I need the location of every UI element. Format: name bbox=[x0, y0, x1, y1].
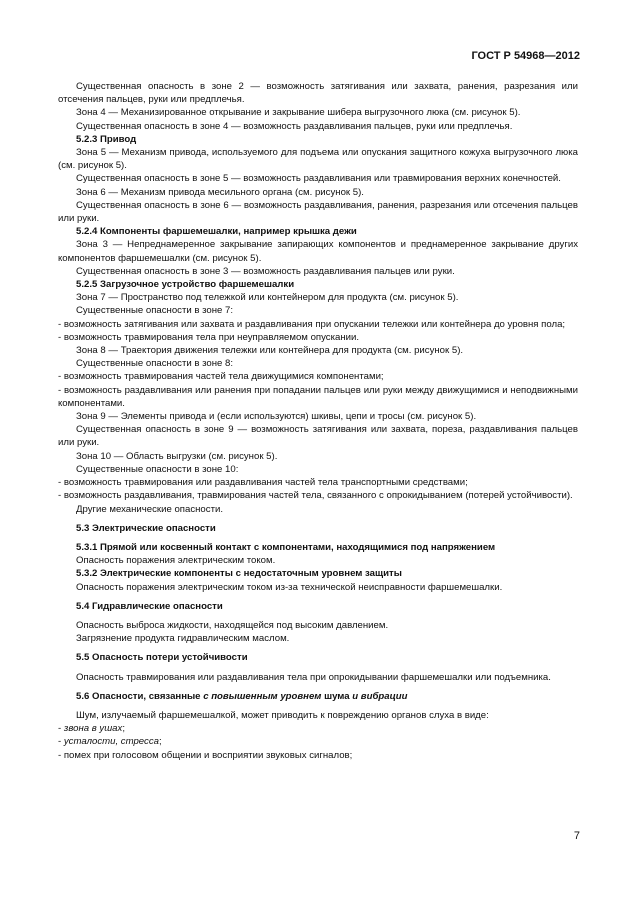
paragraph: Существенная опасность в зоне 2 — возможность затягивания или захвата, ранения, разрезания или отсечения пальцев, руки или предплечья. bbox=[58, 81, 578, 106]
heading-part-italic: с повышенным уровнем bbox=[200, 690, 322, 702]
subsection-heading: 5.2.5 Загрузочное устройство фаршемешалки bbox=[76, 279, 295, 291]
section-heading: 5.5 Опасность потери устойчивости bbox=[76, 652, 248, 664]
paragraph: Зона 9 — Элементы привода и (если используются) шкивы, цепи и тросы (см. рисунок 5). bbox=[76, 411, 477, 423]
paragraph: Опасность выброса жидкости, находящейся под высоким давлением. bbox=[76, 619, 389, 631]
list-item: - возможность травмирования частей тела движущимися компонентами; bbox=[58, 371, 384, 383]
subsection-heading: 5.3.1 Прямой или косвенный контакт с компонентами, находящимися под напряжением bbox=[76, 541, 496, 553]
section-heading: 5.4 Гидравлические опасности bbox=[76, 600, 223, 612]
list-item: - возможность затягивания или захвата и раздавливания при опускании тележки или контейнера до уровня пола; bbox=[58, 318, 566, 330]
heading-part: шума bbox=[321, 690, 350, 702]
paragraph: Зона 8 — Траектория движения тележки или контейнера для продукта (см. рисунок 5). bbox=[76, 345, 464, 357]
subsection-heading: 5.3.2 Электрические компоненты с недостаточным уровнем защиты bbox=[76, 568, 402, 580]
list-punct: ; bbox=[158, 736, 162, 748]
list-item-italic: звона в ушах bbox=[63, 723, 123, 735]
paragraph: Зона 10 — Область выгрузки (см. рисунок 5). bbox=[76, 450, 278, 462]
paragraph: Загрязнение продукта гидравлическим маслом. bbox=[76, 633, 290, 645]
subsection-heading: 5.2.4 Компоненты фаршемешалки, например крышка дежи bbox=[76, 226, 357, 238]
paragraph: Зона 7 — Пространство под тележкой или контейнером для продукта (см. рисунок 5). bbox=[76, 292, 459, 304]
list-item: - возможность травмирования тела при неуправляемом опускании. bbox=[58, 331, 360, 343]
paragraph: Опасность поражения электрическим током. bbox=[76, 555, 276, 567]
paragraph: Существенные опасности в зоне 8: bbox=[76, 358, 234, 370]
paragraph: Существенная опасность в зоне 3 — возможность раздавливания пальцев или руки. bbox=[76, 265, 455, 277]
list-item: - возможность травмирования или раздавливания частей тела транспортными средствами; bbox=[58, 477, 468, 489]
heading-part-italic: и вибрации bbox=[349, 690, 408, 702]
paragraph: Существенная опасность в зоне 4 — возможность раздавливания пальцев, руки или предплечья. bbox=[76, 120, 513, 132]
paragraph: Зона 4 — Механизированное открывание и закрывание шибера выгрузочного люка (см. рисунок 5). bbox=[76, 107, 521, 119]
list-item: - возможность раздавливания, травмирования частей тела, связанного с опрокидыванием (потерей устойчивости). bbox=[58, 490, 573, 502]
page-number: 7 bbox=[573, 830, 580, 842]
paragraph: Зона 6 — Механизм привода месильного органа (см. рисунок 5). bbox=[76, 186, 364, 198]
list-item: - возможность раздавливания или ранения при попадании пальцев или руки между движущимися и неподвижными компонентами. bbox=[58, 384, 578, 409]
document-body bbox=[58, 80, 578, 762]
paragraph: Опасность травмирования или раздавливания тела при опрокидывании фаршемешалки или подъемника. bbox=[76, 671, 551, 683]
list-item bbox=[58, 735, 578, 748]
list-item: - помех при голосовом общении и восприятии звуковых сигналов; bbox=[58, 749, 353, 761]
paragraph: Существенная опасность в зоне 5 — возможность раздавливания или травмирования верхних конечностей. bbox=[76, 173, 561, 185]
section-heading bbox=[58, 690, 578, 703]
list-dash: - bbox=[58, 723, 64, 735]
paragraph: Шум, излучаемый фаршемешалкой, может приводить к повреждению органов слуха в виде: bbox=[76, 709, 489, 721]
heading-part: 5.6 Опасности, связанные bbox=[76, 690, 201, 702]
list-item-italic: усталости, стресса bbox=[63, 736, 159, 748]
list-punct: ; bbox=[122, 723, 125, 735]
paragraph: Опасность поражения электрическим током из-за технической неисправности фаршемешалки. bbox=[76, 581, 503, 593]
paragraph: Существенные опасности в зоне 10: bbox=[76, 463, 239, 475]
paragraph: Другие механические опасности. bbox=[76, 503, 223, 515]
paragraph: Зона 3 — Непреднамеренное закрывание запирающих компонентов и преднамеренное закрывание других компонентов фаршемешалки (см. рисунок 5). bbox=[58, 239, 578, 264]
paragraph: Существенная опасность в зоне 6 — возможность раздавливания, ранения, разрезания или отсечения пальцев или руки. bbox=[58, 199, 578, 225]
paragraph: Существенная опасность в зоне 9 — возможность затягивания или захвата, пореза, раздавливания пальцев или руки. bbox=[58, 424, 578, 449]
section-heading: 5.3 Электрические опасности bbox=[76, 522, 216, 534]
list-item bbox=[58, 722, 578, 735]
paragraph: Зона 5 — Механизм привода, используемого для подъема или опускания защитного кожуха выгрузочного люка (см. рисунок 5). bbox=[58, 147, 578, 172]
list-dash: - bbox=[58, 736, 64, 748]
subsection-heading: 5.2.3 Привод bbox=[76, 133, 137, 145]
paragraph: Существенные опасности в зоне 7: bbox=[76, 305, 234, 317]
standard-number: ГОСТ Р 54968—2012 bbox=[471, 50, 580, 62]
